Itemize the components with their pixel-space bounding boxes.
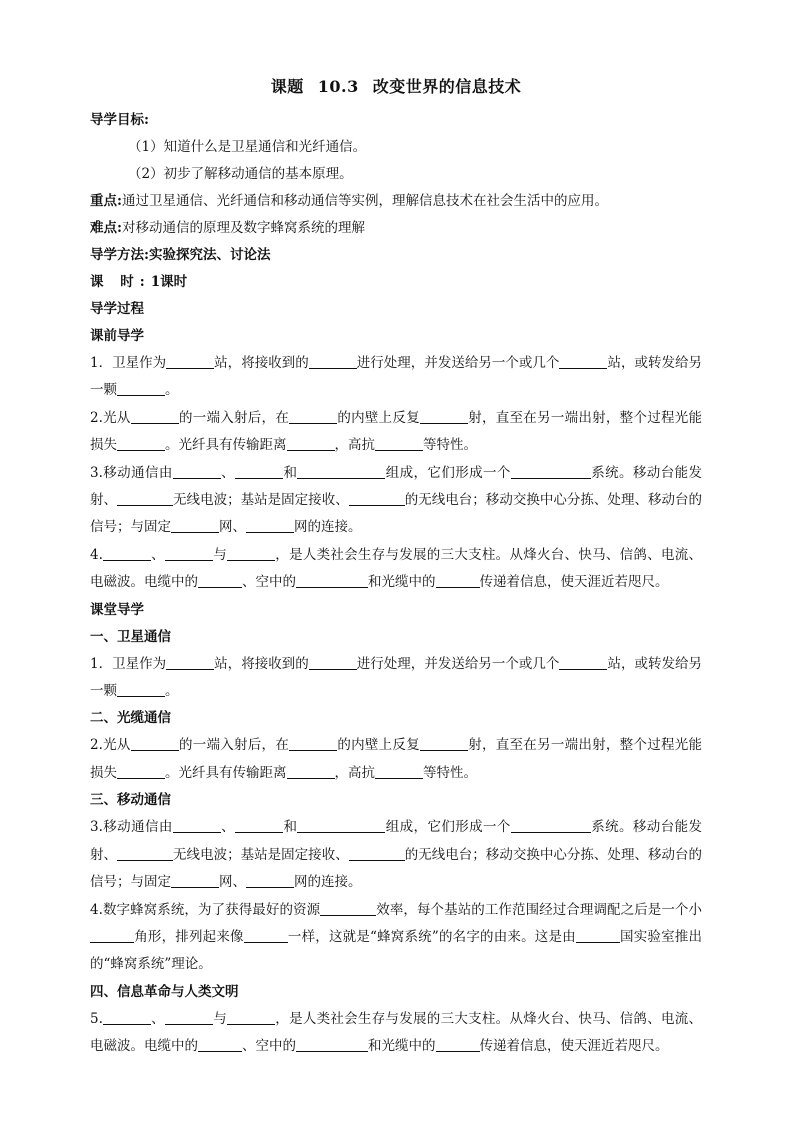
answer-blank[interactable] xyxy=(198,573,242,588)
goals-heading: 导学目标: xyxy=(90,112,149,128)
hours-text: 1课时 xyxy=(150,274,188,290)
question-4-pre: 4. 、 与 ，是人类社会生存与发展的三大支柱。从烽火台、快马、信鸽、电流、电磁波。电缆中的 、空中的 和光缆中的 传递着信息，使天涯近若咫尺。 xyxy=(90,546,703,591)
answer-blank[interactable] xyxy=(296,573,368,588)
answer-blank[interactable] xyxy=(289,409,337,424)
answer-blank[interactable] xyxy=(235,464,283,479)
answer-blank[interactable] xyxy=(296,1037,368,1052)
question-1-class: 1．卫星作为 站，将接收到的 进行处理，并发送给另一个或几个 站，或转发给另一颗 。 xyxy=(90,655,703,700)
answer-blank[interactable] xyxy=(117,491,173,506)
answer-blank[interactable] xyxy=(559,655,607,670)
question-5-class: 5. 、 与 ，是人类社会生存与发展的三大支柱。从烽火台、快马、信鸽、电流、电磁波。电缆中的 、空中的 和光缆中的 传递着信息，使天涯近若咫尺。 xyxy=(90,1010,703,1055)
answer-blank[interactable] xyxy=(165,546,213,561)
answer-blank[interactable] xyxy=(287,764,335,779)
answer-blank[interactable] xyxy=(420,409,468,424)
class-hours xyxy=(90,269,702,296)
answer-blank[interactable] xyxy=(559,354,607,369)
answer-blank[interactable] xyxy=(166,655,214,670)
answer-blank[interactable] xyxy=(246,518,294,533)
question-3-pre: 3.移动通信由 、 和 组成，它们形成一个 系统。移动台能发射、 无线电波；基站是固定接收、 的无线电台；移动交换中心分拣、处理、移动台的信号；与固定 网、 网的连接。 xyxy=(90,464,703,536)
answer-blank[interactable] xyxy=(349,491,405,506)
answer-blank[interactable] xyxy=(103,546,151,561)
answer-blank[interactable] xyxy=(227,546,275,561)
title-section-number: 10.3 xyxy=(317,77,359,96)
question-1-pre: 1．卫星作为 站，将接收到的 进行处理，并发送给另一个或几个 站，或转发给另一颗 。 xyxy=(90,355,703,399)
question-3-class: 3.移动通信由 、 和 组成，它们形成一个 系统。移动台能发射、 无线电波；基站是固定接收、 的无线电台；移动交换中心分拣、处理、移动台的信号；与固定 网、 网的连接。 xyxy=(90,819,703,891)
answer-blank[interactable] xyxy=(576,928,620,943)
answer-blank[interactable] xyxy=(166,354,214,369)
answer-blank[interactable] xyxy=(309,354,357,369)
goal-item-2: （2）初步了解移动通信的基本原理。 xyxy=(128,166,353,182)
in-class-heading: 课堂导学 xyxy=(90,601,144,618)
answer-blank[interactable] xyxy=(297,818,385,833)
answer-blank[interactable] xyxy=(117,436,165,451)
difficulty-label: 难点: xyxy=(90,220,122,236)
answer-blank[interactable] xyxy=(436,573,480,588)
answer-blank[interactable] xyxy=(131,409,179,424)
answer-blank[interactable] xyxy=(235,818,283,833)
answer-blank[interactable] xyxy=(117,764,165,779)
question-4-cellular: 4.数字蜂窝系统，为了获得最好的资源 效率，每个基站的工作范围经过合理调配之后是一个小角形，排列起来像 一样，这就是“蜂窝系统”的名字的由来。这是由 国实验室推出的“蜂窝系统”理论。 xyxy=(90,901,702,973)
answer-blank[interactable] xyxy=(320,901,376,916)
method-text: 实验探究法、讨论法 xyxy=(148,247,271,263)
answer-blank[interactable] xyxy=(309,655,357,670)
answer-blank[interactable] xyxy=(297,464,385,479)
goal-item-1: （1）知道什么是卫星通信和光纤通信。 xyxy=(128,139,367,155)
answer-blank[interactable] xyxy=(90,928,134,943)
difficulty-text: 对移动通信的原理及数字蜂窝系统的理解 xyxy=(121,220,365,236)
answer-blank[interactable] xyxy=(289,736,337,751)
answer-blank[interactable] xyxy=(436,1037,480,1052)
answer-blank[interactable] xyxy=(117,682,165,697)
answer-blank[interactable] xyxy=(287,436,335,451)
key-point-label: 重点: xyxy=(90,193,122,209)
answer-blank[interactable] xyxy=(227,1010,275,1025)
question-2-pre: 2.光从 的一端入射后，在 的内壁上反复 射，直至在另一端出射，整个过程光能损失 。光纤具有传输距离 ，高抗 等特性。 xyxy=(90,409,703,454)
answer-blank[interactable] xyxy=(117,846,173,861)
page-title xyxy=(90,74,702,97)
section-heading-satellite: 一、卫星通信 xyxy=(90,628,171,645)
answer-blank[interactable] xyxy=(165,1010,213,1025)
key-point xyxy=(90,188,702,215)
hours-label: 课 时: xyxy=(90,274,151,290)
answer-blank[interactable] xyxy=(511,818,591,833)
answer-blank[interactable] xyxy=(103,1010,151,1025)
worksheet-page xyxy=(90,74,702,1061)
answer-blank[interactable] xyxy=(171,518,219,533)
answer-blank[interactable] xyxy=(173,818,221,833)
answer-blank[interactable] xyxy=(173,464,221,479)
answer-blank[interactable] xyxy=(375,436,423,451)
section-heading-mobile: 三、移动通信 xyxy=(90,792,171,809)
title-topic: 改变世界的信息技术 xyxy=(372,77,522,96)
section-heading-optical: 二、光缆通信 xyxy=(90,710,171,727)
answer-blank[interactable] xyxy=(349,846,405,861)
answer-blank[interactable] xyxy=(198,1037,242,1052)
answer-blank[interactable] xyxy=(246,873,294,888)
question-2-class: 2.光从 的一端入射后，在 的内壁上反复 射，直至在另一端出射，整个过程光能损失 。光纤具有传输距离 ，高抗 等特性。 xyxy=(90,737,703,781)
answer-blank[interactable] xyxy=(375,764,423,779)
answer-blank[interactable] xyxy=(131,736,179,751)
title-label: 课题 xyxy=(270,77,304,96)
process-heading: 导学过程 xyxy=(90,301,144,317)
answer-blank[interactable] xyxy=(244,928,288,943)
answer-blank[interactable] xyxy=(420,736,468,751)
pre-class-heading: 课前导学 xyxy=(90,328,144,344)
section-heading-revolution: 四、信息革命与人类文明 xyxy=(90,983,239,1000)
answer-blank[interactable] xyxy=(511,464,591,479)
key-point-text: 通过卫星通信、光纤通信和移动通信等实例，理解信息技术在社会生活中的应用。 xyxy=(121,193,608,209)
method xyxy=(90,242,702,269)
difficulty xyxy=(90,215,702,242)
answer-blank[interactable] xyxy=(171,873,219,888)
answer-blank[interactable] xyxy=(117,381,165,396)
method-label: 导学方法: xyxy=(90,247,149,263)
